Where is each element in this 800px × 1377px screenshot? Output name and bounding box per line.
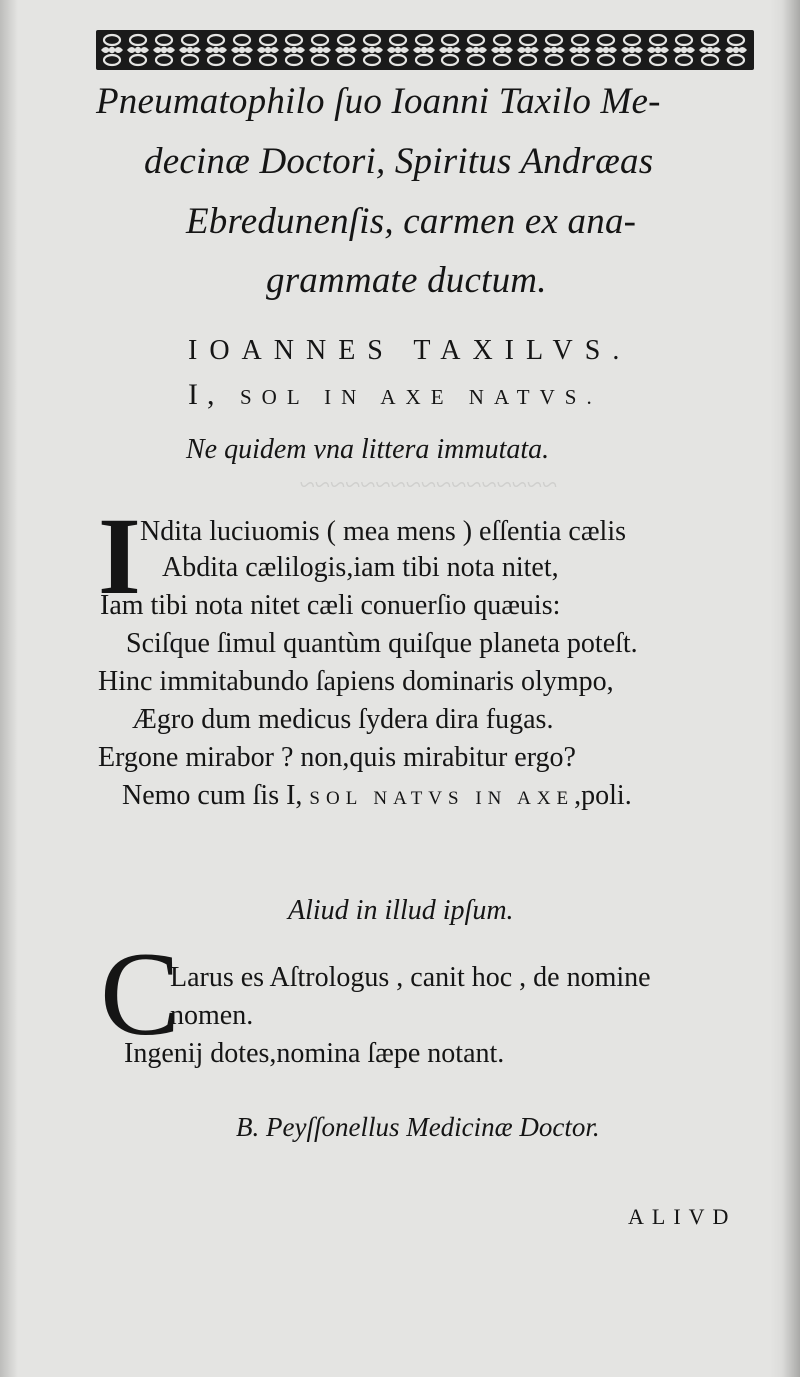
poem1-line-4: Sciſque ſimul quantùm quiſque planeta poteſt. xyxy=(126,628,638,659)
poem2-line-3: Ingenij dotes,nomina ſæpe notant. xyxy=(124,1038,505,1069)
poem1-line-8-start: Nemo cum ſis I, xyxy=(122,780,303,811)
poem1-line-3: Iam tibi nota nitet cæli conuerſio quæuis: xyxy=(100,590,561,621)
poem1-line-2: Abdita cælilogis,iam tibi nota nitet, xyxy=(162,552,559,583)
anagram-heading xyxy=(188,375,602,417)
name-text: IOANNES TAXILVS. xyxy=(188,335,632,366)
title-line-4: grammate ductum. xyxy=(266,260,547,301)
poem1-line-8-smallcaps: SOL NATVS IN AXE xyxy=(309,788,575,809)
page-edge-shadow-left xyxy=(0,0,18,1377)
poem1-line-1: Ndita luciuomis ( mea mens ) eſſentia cælis xyxy=(140,516,626,547)
title-line-2: decinæ Doctori, Spiritus Andræas xyxy=(144,141,654,182)
catchword: ALIVD xyxy=(628,1204,737,1229)
poem1-line-8-end: ,poli. xyxy=(574,780,632,811)
ornament-icon xyxy=(96,28,754,72)
poem2-line-1: Larus es Aſtrologus , canit hoc , de nomine xyxy=(170,962,651,993)
drop-cap-i: I xyxy=(98,495,141,617)
anagram-note: Ne quidem vna littera immutata. xyxy=(186,434,550,465)
title-line-1: Pneumatophilo ſuo Ioanni Taxilo Me- xyxy=(96,81,661,122)
second-poem-heading: Aliud in illud ipſum. xyxy=(288,895,514,926)
poem1-line-8 xyxy=(122,778,632,817)
bleed-through-text: ~~~~~~~~~~~~~~~~~ xyxy=(300,470,558,501)
poem2-line-2: nomen. xyxy=(170,1000,254,1031)
poem1-line-6: Ægro dum medicus ſydera dira fugas. xyxy=(132,704,554,735)
poem1-line-7: Ergone mirabor ? non,quis mirabitur ergo? xyxy=(98,742,576,773)
title-line-3: Ebredunenſis, carmen ex ana- xyxy=(186,201,637,242)
anagram-lead: I, xyxy=(188,378,224,411)
signature: B. Peyſſonellus Medicinæ Doctor. xyxy=(236,1112,600,1142)
anagram-rest: SOL IN AXE NATVS. xyxy=(240,385,602,409)
poem1-line-5: Hinc immitabundo ſapiens dominaris olympo, xyxy=(98,666,614,697)
decorative-ornament-band xyxy=(96,28,754,72)
name-heading xyxy=(188,330,631,371)
drop-cap-c: C xyxy=(100,927,181,1060)
